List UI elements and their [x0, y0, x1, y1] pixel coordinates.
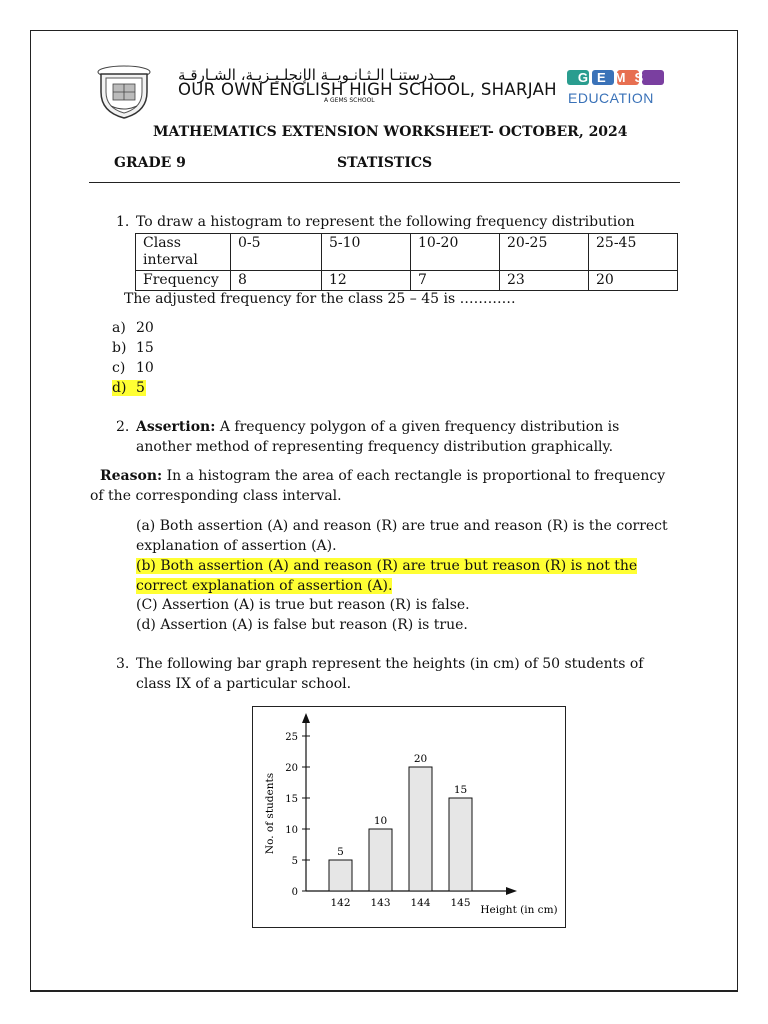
q3-text-cont: class IX of a particular school.: [136, 676, 352, 692]
table-cell: 7: [411, 271, 500, 291]
y-axis-arrow-icon: [302, 713, 310, 723]
topic-label: STATISTICS: [337, 155, 433, 171]
grade-label: GRADE 9: [114, 155, 186, 171]
x-tick-label: 145: [450, 897, 471, 909]
table-cell: 25-45: [589, 234, 678, 271]
bar-value-label: 10: [373, 815, 388, 827]
school-crest-icon: [93, 62, 155, 120]
bar: [409, 767, 432, 891]
table-cell: Frequency: [136, 271, 231, 291]
bar-chart: [252, 706, 566, 928]
school-name-arabic: مـــدرستنـا الـثـانـويــة الإنجلـيـزيـة، الشـارقـة: [178, 66, 457, 84]
q2-option-d: (d) Assertion (A) is false but reason (R) is true.: [136, 617, 468, 633]
bar: [369, 829, 392, 891]
bar-value-label: 20: [413, 753, 428, 765]
cell-text: Class: [143, 235, 181, 251]
assertion-label: Assertion:: [136, 419, 216, 435]
x-tick-label: 142: [330, 897, 351, 909]
q2-number: 2.: [116, 419, 130, 435]
worksheet-title: MATHEMATICS EXTENSION WORKSHEET- OCTOBER, 2024: [153, 124, 628, 140]
school-name-english: OUR OWN ENGLISH HIGH SCHOOL, SHARJAH: [178, 80, 557, 99]
header-divider: [89, 182, 680, 183]
bar: [449, 798, 472, 891]
q3-text: The following bar graph represent the heights (in cm) of 50 students of: [136, 656, 644, 672]
option-c-letter: c): [112, 360, 126, 376]
table-row: [136, 234, 678, 271]
q2-option-a: (a) Both assertion (A) and reason (R) are true and reason (R) is the correct: [136, 518, 668, 534]
table-cell: 12: [322, 271, 411, 291]
option-b-text: 15: [136, 340, 154, 356]
table-cell: 20-25: [500, 234, 589, 271]
x-axis-arrow-icon: [506, 887, 517, 895]
y-axis-label: No. of students: [264, 772, 276, 855]
assertion-text: A frequency polygon of a given frequency distribution is: [215, 419, 620, 435]
table-cell: 23: [500, 271, 589, 291]
q1-text: To draw a histogram to represent the following frequency distribution: [136, 214, 635, 230]
option-c-text: 10: [136, 360, 154, 376]
y-tick-label: 25: [285, 732, 298, 743]
cell-text: interval: [143, 252, 198, 268]
q2-option-a-cont: explanation of assertion (A).: [136, 538, 337, 554]
table-cell: 8: [231, 271, 322, 291]
gems-education-text: EDUCATION: [568, 90, 654, 106]
reason-label: Reason:: [100, 468, 163, 484]
x-axis-label: Height (in cm): [480, 904, 558, 916]
x-tick-label: 144: [410, 897, 431, 909]
school-subtitle: A GEMS SCHOOL: [324, 97, 375, 104]
y-tick-label: 5: [291, 856, 298, 867]
bar-value-label: 15: [453, 784, 468, 796]
bar: [329, 860, 352, 891]
option-a-letter: a): [112, 320, 126, 336]
y-tick-label: 15: [285, 794, 298, 805]
option-b-letter: b): [112, 340, 127, 356]
q1-number: 1.: [116, 214, 130, 230]
x-tick-label: 143: [370, 897, 391, 909]
bar-value-label: 5: [337, 846, 344, 858]
frequency-table: [135, 233, 678, 291]
option-d-letter: d): [112, 380, 127, 396]
table-cell: 20: [589, 271, 678, 291]
q2-reason-cont: of the corresponding class interval.: [90, 488, 342, 504]
table-cell: 5-10: [322, 234, 411, 271]
q2-assertion: [136, 419, 619, 435]
table-cell: 0-5: [231, 234, 322, 271]
q2-option-b-highlighted: (b) Both assertion (A) and reason (R) are true but reason (R) is not the: [136, 558, 638, 574]
q2-reason: [100, 468, 665, 484]
bar-chart-svg: [253, 707, 565, 927]
table-cell: [136, 234, 231, 271]
q2-assertion-cont: another method of representing frequency distribution graphically.: [136, 439, 614, 455]
table-row: [136, 271, 678, 291]
q3-number: 3.: [116, 656, 130, 672]
q1-followup: The adjusted frequency for the class 25 – 45 is …………: [124, 291, 516, 307]
table-cell: 10-20: [411, 234, 500, 271]
option-a-text: 20: [136, 320, 154, 336]
y-tick-label: 20: [285, 763, 298, 774]
option-d-highlighted: [112, 380, 146, 396]
reason-text: In a histogram the area of each rectangle is proportional to frequency: [162, 468, 666, 484]
q2-option-b-cont: correct explanation of assertion (A).: [136, 578, 393, 594]
q2-option-c: (C) Assertion (A) is true but reason (R) is false.: [136, 597, 470, 613]
svg-text:GEMS: GEMS: [577, 70, 653, 85]
option-d-text: 5: [136, 380, 145, 396]
y-tick-label: 0: [291, 887, 298, 898]
y-tick-label: 10: [285, 825, 298, 836]
